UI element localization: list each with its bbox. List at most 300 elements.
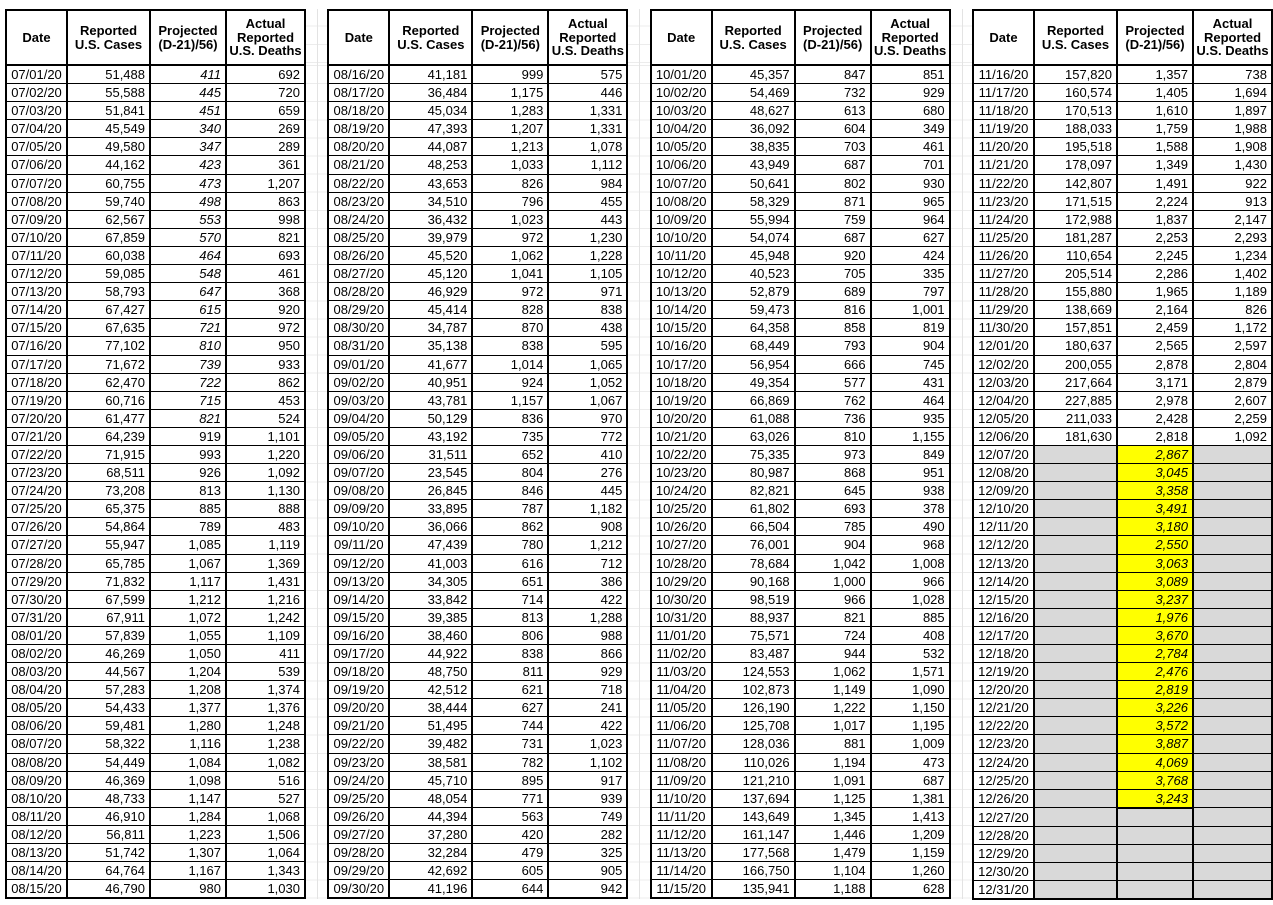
reported-cases-cell[interactable]: 59,481 [67, 717, 150, 735]
reported-cases-cell[interactable]: 34,510 [389, 192, 472, 210]
projected-deaths-cell[interactable]: 605 [472, 862, 548, 880]
projected-deaths-cell[interactable]: 838 [472, 645, 548, 663]
actual-deaths-cell[interactable]: 461 [226, 265, 305, 283]
col-header-reported-cases[interactable]: Reported U.S. Cases [67, 10, 150, 65]
date-cell[interactable]: 11/26/20 [973, 246, 1034, 264]
actual-deaths-cell[interactable]: 490 [871, 518, 950, 536]
date-cell[interactable]: 09/16/20 [328, 626, 389, 644]
actual-deaths-cell[interactable]: 930 [871, 174, 950, 192]
date-cell[interactable]: 07/15/20 [6, 319, 67, 337]
reported-cases-cell[interactable]: 71,915 [67, 445, 150, 463]
actual-deaths-cell[interactable]: 1,009 [871, 735, 950, 753]
col-header-projected[interactable]: Projected (D-21)/56) [150, 10, 226, 65]
actual-deaths-cell[interactable]: 692 [226, 65, 305, 84]
reported-cases-cell[interactable]: 157,851 [1034, 319, 1117, 337]
projected-deaths-cell[interactable]: 1,042 [795, 554, 871, 572]
date-cell[interactable]: 11/28/20 [973, 283, 1034, 301]
actual-deaths-cell[interactable]: 443 [548, 210, 627, 228]
actual-deaths-cell[interactable]: 335 [871, 265, 950, 283]
actual-deaths-cell[interactable] [1193, 572, 1272, 590]
projected-deaths-cell[interactable]: 3,045 [1117, 464, 1193, 482]
projected-deaths-cell[interactable]: 3,491 [1117, 500, 1193, 518]
projected-deaths-cell[interactable]: 621 [472, 681, 548, 699]
actual-deaths-cell[interactable]: 1,343 [226, 862, 305, 880]
date-cell[interactable]: 09/25/20 [328, 789, 389, 807]
date-cell[interactable]: 07/25/20 [6, 500, 67, 518]
actual-deaths-cell[interactable]: 1,065 [548, 355, 627, 373]
reported-cases-cell[interactable]: 143,649 [712, 807, 795, 825]
reported-cases-cell[interactable] [1034, 645, 1117, 663]
reported-cases-cell[interactable]: 102,873 [712, 681, 795, 699]
projected-deaths-cell[interactable]: 1,085 [150, 536, 226, 554]
projected-deaths-cell[interactable]: 1,280 [150, 717, 226, 735]
projected-deaths-cell[interactable]: 759 [795, 210, 871, 228]
date-cell[interactable]: 07/17/20 [6, 355, 67, 373]
date-cell[interactable]: 07/01/20 [6, 65, 67, 84]
reported-cases-cell[interactable]: 45,948 [712, 246, 795, 264]
col-header-date[interactable]: Date [651, 10, 712, 65]
reported-cases-cell[interactable]: 39,385 [389, 608, 472, 626]
date-cell[interactable]: 08/28/20 [328, 283, 389, 301]
reported-cases-cell[interactable]: 88,937 [712, 608, 795, 626]
reported-cases-cell[interactable]: 67,911 [67, 608, 150, 626]
actual-deaths-cell[interactable]: 1,331 [548, 120, 627, 138]
date-cell[interactable]: 08/10/20 [6, 789, 67, 807]
date-cell[interactable]: 11/22/20 [973, 174, 1034, 192]
reported-cases-cell[interactable]: 67,859 [67, 228, 150, 246]
date-cell[interactable]: 09/26/20 [328, 807, 389, 825]
reported-cases-cell[interactable]: 68,449 [712, 337, 795, 355]
projected-deaths-cell[interactable]: 1,033 [472, 156, 548, 174]
date-cell[interactable]: 07/26/20 [6, 518, 67, 536]
date-cell[interactable]: 11/25/20 [973, 228, 1034, 246]
date-cell[interactable]: 11/23/20 [973, 192, 1034, 210]
date-cell[interactable]: 12/22/20 [973, 717, 1034, 735]
reported-cases-cell[interactable] [1034, 717, 1117, 735]
projected-deaths-cell[interactable]: 548 [150, 265, 226, 283]
actual-deaths-cell[interactable]: 712 [548, 554, 627, 572]
actual-deaths-cell[interactable] [1193, 482, 1272, 500]
projected-deaths-cell[interactable]: 3,670 [1117, 626, 1193, 644]
projected-deaths-cell[interactable]: 1,223 [150, 825, 226, 843]
projected-deaths-cell[interactable]: 871 [795, 192, 871, 210]
reported-cases-cell[interactable] [1034, 518, 1117, 536]
projected-deaths-cell[interactable] [1117, 845, 1193, 863]
reported-cases-cell[interactable]: 63,026 [712, 427, 795, 445]
date-cell[interactable]: 09/27/20 [328, 825, 389, 843]
actual-deaths-cell[interactable]: 988 [548, 626, 627, 644]
actual-deaths-cell[interactable]: 1,209 [871, 825, 950, 843]
date-cell[interactable]: 11/17/20 [973, 84, 1034, 102]
actual-deaths-cell[interactable] [1193, 699, 1272, 717]
date-cell[interactable]: 07/18/20 [6, 373, 67, 391]
projected-deaths-cell[interactable]: 613 [795, 102, 871, 120]
actual-deaths-cell[interactable]: 445 [548, 482, 627, 500]
projected-deaths-cell[interactable]: 2,286 [1117, 265, 1193, 283]
projected-deaths-cell[interactable]: 693 [795, 500, 871, 518]
date-cell[interactable]: 10/19/20 [651, 391, 712, 409]
actual-deaths-cell[interactable]: 1,248 [226, 717, 305, 735]
date-cell[interactable]: 09/05/20 [328, 427, 389, 445]
reported-cases-cell[interactable]: 180,637 [1034, 337, 1117, 355]
projected-deaths-cell[interactable]: 563 [472, 807, 548, 825]
actual-deaths-cell[interactable]: 1,155 [871, 427, 950, 445]
actual-deaths-cell[interactable]: 965 [871, 192, 950, 210]
date-cell[interactable]: 12/15/20 [973, 590, 1034, 608]
reported-cases-cell[interactable]: 55,994 [712, 210, 795, 228]
date-cell[interactable]: 11/05/20 [651, 699, 712, 717]
date-cell[interactable]: 10/09/20 [651, 210, 712, 228]
reported-cases-cell[interactable]: 57,839 [67, 626, 150, 644]
date-cell[interactable]: 09/19/20 [328, 681, 389, 699]
reported-cases-cell[interactable]: 44,162 [67, 156, 150, 174]
date-cell[interactable]: 08/18/20 [328, 102, 389, 120]
date-cell[interactable]: 12/24/20 [973, 753, 1034, 771]
reported-cases-cell[interactable]: 157,820 [1034, 65, 1117, 84]
reported-cases-cell[interactable]: 59,473 [712, 301, 795, 319]
reported-cases-cell[interactable]: 142,807 [1034, 174, 1117, 192]
projected-deaths-cell[interactable]: 789 [150, 518, 226, 536]
projected-deaths-cell[interactable]: 2,253 [1117, 228, 1193, 246]
date-cell[interactable]: 10/05/20 [651, 138, 712, 156]
reported-cases-cell[interactable]: 78,684 [712, 554, 795, 572]
actual-deaths-cell[interactable]: 821 [226, 228, 305, 246]
reported-cases-cell[interactable]: 155,880 [1034, 283, 1117, 301]
date-cell[interactable]: 08/30/20 [328, 319, 389, 337]
reported-cases-cell[interactable]: 61,477 [67, 409, 150, 427]
date-cell[interactable]: 10/22/20 [651, 445, 712, 463]
date-cell[interactable]: 08/11/20 [6, 807, 67, 825]
date-cell[interactable]: 10/21/20 [651, 427, 712, 445]
reported-cases-cell[interactable]: 90,168 [712, 572, 795, 590]
reported-cases-cell[interactable]: 31,511 [389, 445, 472, 463]
projected-deaths-cell[interactable]: 787 [472, 500, 548, 518]
date-cell[interactable]: 10/18/20 [651, 373, 712, 391]
date-cell[interactable]: 12/12/20 [973, 536, 1034, 554]
actual-deaths-cell[interactable] [1193, 518, 1272, 536]
date-cell[interactable]: 08/17/20 [328, 84, 389, 102]
projected-deaths-cell[interactable]: 1,965 [1117, 283, 1193, 301]
projected-deaths-cell[interactable]: 1,208 [150, 681, 226, 699]
projected-deaths-cell[interactable]: 3,768 [1117, 771, 1193, 789]
actual-deaths-cell[interactable]: 446 [548, 84, 627, 102]
date-cell[interactable]: 12/05/20 [973, 409, 1034, 427]
projected-deaths-cell[interactable]: 1,041 [472, 265, 548, 283]
date-cell[interactable]: 12/04/20 [973, 391, 1034, 409]
reported-cases-cell[interactable]: 61,802 [712, 500, 795, 518]
reported-cases-cell[interactable]: 121,210 [712, 771, 795, 789]
date-cell[interactable]: 10/14/20 [651, 301, 712, 319]
reported-cases-cell[interactable]: 77,102 [67, 337, 150, 355]
reported-cases-cell[interactable]: 45,120 [389, 265, 472, 283]
date-cell[interactable]: 10/07/20 [651, 174, 712, 192]
actual-deaths-cell[interactable]: 1,195 [871, 717, 950, 735]
date-cell[interactable]: 08/09/20 [6, 771, 67, 789]
projected-deaths-cell[interactable]: 1,837 [1117, 210, 1193, 228]
actual-deaths-cell[interactable] [1193, 881, 1272, 900]
projected-deaths-cell[interactable]: 2,428 [1117, 409, 1193, 427]
reported-cases-cell[interactable]: 48,054 [389, 789, 472, 807]
actual-deaths-cell[interactable]: 1,159 [871, 844, 950, 862]
projected-deaths-cell[interactable]: 1,067 [150, 554, 226, 572]
projected-deaths-cell[interactable]: 972 [472, 228, 548, 246]
actual-deaths-cell[interactable] [1193, 771, 1272, 789]
actual-deaths-cell[interactable]: 627 [871, 228, 950, 246]
reported-cases-cell[interactable] [1034, 808, 1117, 827]
projected-deaths-cell[interactable]: 810 [795, 427, 871, 445]
reported-cases-cell[interactable]: 76,001 [712, 536, 795, 554]
projected-deaths-cell[interactable]: 804 [472, 464, 548, 482]
date-cell[interactable]: 11/18/20 [973, 102, 1034, 120]
date-cell[interactable]: 08/15/20 [6, 880, 67, 899]
reported-cases-cell[interactable]: 40,523 [712, 265, 795, 283]
reported-cases-cell[interactable]: 217,664 [1034, 373, 1117, 391]
projected-deaths-cell[interactable]: 972 [472, 283, 548, 301]
actual-deaths-cell[interactable]: 1,260 [871, 862, 950, 880]
projected-deaths-cell[interactable]: 445 [150, 84, 226, 102]
date-cell[interactable]: 08/22/20 [328, 174, 389, 192]
date-cell[interactable]: 09/07/20 [328, 464, 389, 482]
projected-deaths-cell[interactable]: 980 [150, 880, 226, 899]
projected-deaths-cell[interactable]: 828 [472, 301, 548, 319]
projected-deaths-cell[interactable]: 652 [472, 445, 548, 463]
reported-cases-cell[interactable]: 44,394 [389, 807, 472, 825]
date-cell[interactable]: 11/13/20 [651, 844, 712, 862]
reported-cases-cell[interactable]: 46,269 [67, 645, 150, 663]
date-cell[interactable]: 09/24/20 [328, 771, 389, 789]
projected-deaths-cell[interactable]: 813 [150, 482, 226, 500]
date-cell[interactable]: 07/03/20 [6, 102, 67, 120]
date-cell[interactable]: 12/29/20 [973, 845, 1034, 863]
actual-deaths-cell[interactable]: 826 [1193, 301, 1272, 319]
reported-cases-cell[interactable]: 47,439 [389, 536, 472, 554]
reported-cases-cell[interactable]: 38,444 [389, 699, 472, 717]
projected-deaths-cell[interactable]: 647 [150, 283, 226, 301]
reported-cases-cell[interactable]: 58,322 [67, 735, 150, 753]
actual-deaths-cell[interactable]: 438 [548, 319, 627, 337]
reported-cases-cell[interactable]: 83,487 [712, 645, 795, 663]
col-header-actual-deaths[interactable]: Actual Reported U.S. Deaths [1193, 10, 1272, 65]
actual-deaths-cell[interactable]: 1,130 [226, 482, 305, 500]
reported-cases-cell[interactable]: 67,427 [67, 301, 150, 319]
projected-deaths-cell[interactable]: 4,069 [1117, 753, 1193, 771]
actual-deaths-cell[interactable]: 693 [226, 246, 305, 264]
reported-cases-cell[interactable]: 60,716 [67, 391, 150, 409]
date-cell[interactable]: 12/21/20 [973, 699, 1034, 717]
date-cell[interactable]: 11/16/20 [973, 65, 1034, 84]
reported-cases-cell[interactable]: 60,755 [67, 174, 150, 192]
projected-deaths-cell[interactable]: 1,091 [795, 771, 871, 789]
actual-deaths-cell[interactable]: 2,607 [1193, 391, 1272, 409]
date-cell[interactable]: 12/16/20 [973, 608, 1034, 626]
actual-deaths-cell[interactable]: 1,023 [548, 735, 627, 753]
reported-cases-cell[interactable]: 211,033 [1034, 409, 1117, 427]
reported-cases-cell[interactable]: 48,253 [389, 156, 472, 174]
reported-cases-cell[interactable]: 41,181 [389, 65, 472, 84]
projected-deaths-cell[interactable]: 821 [795, 608, 871, 626]
actual-deaths-cell[interactable]: 524 [226, 409, 305, 427]
actual-deaths-cell[interactable]: 718 [548, 681, 627, 699]
projected-deaths-cell[interactable]: 785 [795, 518, 871, 536]
projected-deaths-cell[interactable]: 1,017 [795, 717, 871, 735]
reported-cases-cell[interactable]: 49,354 [712, 373, 795, 391]
projected-deaths-cell[interactable]: 870 [472, 319, 548, 337]
date-cell[interactable]: 09/17/20 [328, 645, 389, 663]
date-cell[interactable]: 09/13/20 [328, 572, 389, 590]
reported-cases-cell[interactable]: 124,553 [712, 663, 795, 681]
actual-deaths-cell[interactable]: 516 [226, 771, 305, 789]
projected-deaths-cell[interactable]: 1,349 [1117, 156, 1193, 174]
projected-deaths-cell[interactable]: 2,565 [1117, 337, 1193, 355]
projected-deaths-cell[interactable]: 838 [472, 337, 548, 355]
actual-deaths-cell[interactable]: 1,230 [548, 228, 627, 246]
actual-deaths-cell[interactable]: 461 [871, 138, 950, 156]
reported-cases-cell[interactable]: 64,764 [67, 862, 150, 880]
reported-cases-cell[interactable]: 41,196 [389, 880, 472, 899]
col-header-date[interactable]: Date [973, 10, 1034, 65]
projected-deaths-cell[interactable]: 782 [472, 753, 548, 771]
reported-cases-cell[interactable]: 71,832 [67, 572, 150, 590]
projected-deaths-cell[interactable]: 420 [472, 825, 548, 843]
reported-cases-cell[interactable]: 36,484 [389, 84, 472, 102]
date-cell[interactable]: 09/11/20 [328, 536, 389, 554]
actual-deaths-cell[interactable]: 863 [226, 192, 305, 210]
date-cell[interactable]: 09/03/20 [328, 391, 389, 409]
actual-deaths-cell[interactable]: 738 [1193, 65, 1272, 84]
projected-deaths-cell[interactable]: 2,818 [1117, 427, 1193, 445]
projected-deaths-cell[interactable]: 3,572 [1117, 717, 1193, 735]
date-cell[interactable]: 08/31/20 [328, 337, 389, 355]
actual-deaths-cell[interactable] [1193, 608, 1272, 626]
projected-deaths-cell[interactable]: 780 [472, 536, 548, 554]
reported-cases-cell[interactable]: 50,129 [389, 409, 472, 427]
reported-cases-cell[interactable]: 51,841 [67, 102, 150, 120]
date-cell[interactable]: 08/04/20 [6, 681, 67, 699]
projected-deaths-cell[interactable]: 473 [150, 174, 226, 192]
date-cell[interactable]: 10/04/20 [651, 120, 712, 138]
actual-deaths-cell[interactable]: 1,109 [226, 626, 305, 644]
reported-cases-cell[interactable]: 42,512 [389, 681, 472, 699]
reported-cases-cell[interactable]: 48,733 [67, 789, 150, 807]
reported-cases-cell[interactable]: 64,358 [712, 319, 795, 337]
date-cell[interactable]: 12/23/20 [973, 735, 1034, 753]
projected-deaths-cell[interactable]: 1,204 [150, 663, 226, 681]
actual-deaths-cell[interactable]: 933 [226, 355, 305, 373]
actual-deaths-cell[interactable]: 1,172 [1193, 319, 1272, 337]
date-cell[interactable]: 11/04/20 [651, 681, 712, 699]
date-cell[interactable]: 10/08/20 [651, 192, 712, 210]
projected-deaths-cell[interactable]: 816 [795, 301, 871, 319]
reported-cases-cell[interactable]: 177,568 [712, 844, 795, 862]
projected-deaths-cell[interactable]: 1,307 [150, 844, 226, 862]
projected-deaths-cell[interactable]: 1,345 [795, 807, 871, 825]
actual-deaths-cell[interactable]: 917 [548, 771, 627, 789]
reported-cases-cell[interactable] [1034, 445, 1117, 463]
date-cell[interactable]: 12/03/20 [973, 373, 1034, 391]
reported-cases-cell[interactable]: 46,369 [67, 771, 150, 789]
actual-deaths-cell[interactable]: 1,431 [226, 572, 305, 590]
projected-deaths-cell[interactable]: 868 [795, 464, 871, 482]
col-header-actual-deaths[interactable]: Actual Reported U.S. Deaths [871, 10, 950, 65]
reported-cases-cell[interactable]: 71,672 [67, 355, 150, 373]
date-cell[interactable]: 12/30/20 [973, 863, 1034, 881]
projected-deaths-cell[interactable]: 1,976 [1117, 608, 1193, 626]
actual-deaths-cell[interactable]: 1,988 [1193, 120, 1272, 138]
actual-deaths-cell[interactable]: 968 [871, 536, 950, 554]
reported-cases-cell[interactable]: 75,335 [712, 445, 795, 463]
projected-deaths-cell[interactable]: 2,459 [1117, 319, 1193, 337]
actual-deaths-cell[interactable]: 1,101 [226, 427, 305, 445]
reported-cases-cell[interactable]: 172,988 [1034, 210, 1117, 228]
reported-cases-cell[interactable]: 50,641 [712, 174, 795, 192]
date-cell[interactable]: 07/07/20 [6, 174, 67, 192]
actual-deaths-cell[interactable]: 922 [1193, 174, 1272, 192]
actual-deaths-cell[interactable]: 929 [871, 84, 950, 102]
projected-deaths-cell[interactable]: 479 [472, 844, 548, 862]
projected-deaths-cell[interactable]: 2,867 [1117, 445, 1193, 463]
date-cell[interactable]: 11/07/20 [651, 735, 712, 753]
date-cell[interactable]: 09/29/20 [328, 862, 389, 880]
actual-deaths-cell[interactable]: 422 [548, 717, 627, 735]
projected-deaths-cell[interactable]: 2,476 [1117, 663, 1193, 681]
col-header-projected[interactable]: Projected (D-21)/56) [795, 10, 871, 65]
projected-deaths-cell[interactable]: 1,157 [472, 391, 548, 409]
date-cell[interactable]: 07/24/20 [6, 482, 67, 500]
date-cell[interactable]: 12/09/20 [973, 482, 1034, 500]
reported-cases-cell[interactable]: 54,074 [712, 228, 795, 246]
projected-deaths-cell[interactable]: 904 [795, 536, 871, 554]
date-cell[interactable]: 07/14/20 [6, 301, 67, 319]
actual-deaths-cell[interactable]: 938 [871, 482, 950, 500]
reported-cases-cell[interactable] [1034, 699, 1117, 717]
date-cell[interactable]: 08/07/20 [6, 735, 67, 753]
date-cell[interactable]: 08/23/20 [328, 192, 389, 210]
date-cell[interactable]: 10/16/20 [651, 337, 712, 355]
actual-deaths-cell[interactable]: 1,001 [871, 301, 950, 319]
reported-cases-cell[interactable]: 45,520 [389, 246, 472, 264]
actual-deaths-cell[interactable]: 2,147 [1193, 210, 1272, 228]
date-cell[interactable]: 10/02/20 [651, 84, 712, 102]
projected-deaths-cell[interactable]: 821 [150, 409, 226, 427]
actual-deaths-cell[interactable]: 905 [548, 862, 627, 880]
date-cell[interactable]: 12/17/20 [973, 626, 1034, 644]
projected-deaths-cell[interactable]: 721 [150, 319, 226, 337]
reported-cases-cell[interactable]: 195,518 [1034, 138, 1117, 156]
reported-cases-cell[interactable]: 57,283 [67, 681, 150, 699]
projected-deaths-cell[interactable]: 836 [472, 409, 548, 427]
date-cell[interactable]: 09/22/20 [328, 735, 389, 753]
actual-deaths-cell[interactable]: 1,212 [548, 536, 627, 554]
col-header-projected[interactable]: Projected (D-21)/56) [472, 10, 548, 65]
projected-deaths-cell[interactable]: 1,062 [795, 663, 871, 681]
actual-deaths-cell[interactable]: 745 [871, 355, 950, 373]
date-cell[interactable]: 09/23/20 [328, 753, 389, 771]
actual-deaths-cell[interactable]: 1,430 [1193, 156, 1272, 174]
date-cell[interactable]: 10/15/20 [651, 319, 712, 337]
date-cell[interactable]: 08/24/20 [328, 210, 389, 228]
projected-deaths-cell[interactable]: 1,213 [472, 138, 548, 156]
date-cell[interactable]: 08/02/20 [6, 645, 67, 663]
reported-cases-cell[interactable] [1034, 572, 1117, 590]
actual-deaths-cell[interactable]: 885 [871, 608, 950, 626]
reported-cases-cell[interactable]: 135,941 [712, 880, 795, 899]
projected-deaths-cell[interactable]: 806 [472, 626, 548, 644]
reported-cases-cell[interactable]: 54,864 [67, 518, 150, 536]
actual-deaths-cell[interactable]: 276 [548, 464, 627, 482]
projected-deaths-cell[interactable] [1117, 808, 1193, 827]
reported-cases-cell[interactable]: 51,488 [67, 65, 150, 84]
date-cell[interactable]: 08/16/20 [328, 65, 389, 84]
